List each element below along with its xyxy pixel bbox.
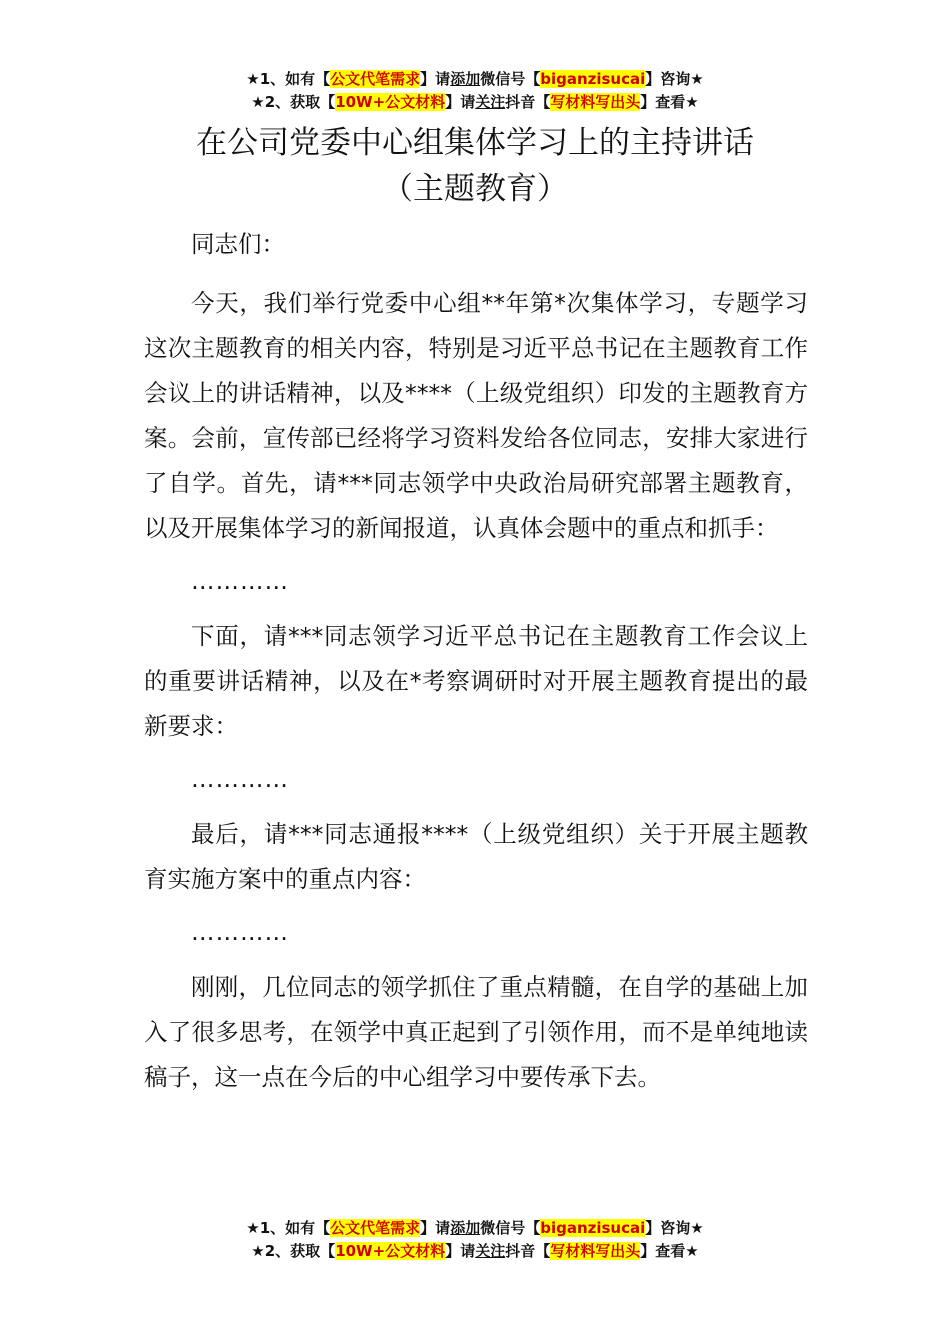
document-body bbox=[144, 222, 808, 1108]
paragraph-1: 今天，我们举行党委中心组**年第*次集体学习，专题学习这次主题教育的相关内容，特别是习近平总书记在主题教育工作会议上的讲话精神，以及****（上级党组织）印发的主题教育方案。会前，宣传部已经将学习资料发给各位同志，安排大家进行了自学。首先，请***同志领学中央政治局研究部署主题教育，以及开展集体学习的新闻报道，认真体会题中的重点和抓手： bbox=[144, 289, 808, 542]
banner-text: 抖音【 bbox=[505, 1242, 551, 1260]
banner-text: 】请 bbox=[445, 93, 476, 111]
banner-text: 】请 bbox=[420, 70, 451, 88]
ellipsis-2: ………… bbox=[191, 765, 289, 793]
paragraph-2: 下面，请***同志领学习近平总书记在主题教育工作会议上的重要讲话精神，以及在*考察调研时对开展主题教育提出的最新要求： bbox=[144, 622, 808, 740]
banner-text: 抖音【 bbox=[505, 93, 551, 111]
banner-highlight: 10W+公文材料 bbox=[335, 93, 446, 111]
title-line-2: （主题教育） bbox=[382, 171, 568, 207]
banner-highlight: 10W+公文材料 bbox=[335, 1242, 446, 1260]
banner-text: 】请 bbox=[445, 1242, 476, 1260]
banner-text: ★2、获取【 bbox=[251, 93, 336, 111]
bottom-banner bbox=[0, 1217, 950, 1263]
banner-line-2 bbox=[0, 91, 950, 114]
paragraph-3: 最后，请***同志通报****（上级党组织）关于开展主题教育实施方案中的重点内容： bbox=[144, 820, 808, 893]
banner-text: 】查看★ bbox=[640, 93, 699, 111]
title-line-1: 在公司党委中心组集体学习上的主持讲话 bbox=[196, 125, 754, 161]
banner-highlight: 公文代笔需求 bbox=[330, 1219, 421, 1237]
document-title bbox=[0, 120, 950, 212]
banner-text: ★1、如有【 bbox=[246, 70, 331, 88]
banner-text: ★2、获取【 bbox=[251, 1242, 336, 1260]
banner-highlight: biganzisucai bbox=[540, 1219, 646, 1237]
banner-underline: 关注 bbox=[475, 93, 506, 111]
banner-line-2 bbox=[0, 1240, 950, 1263]
banner-text: 】请 bbox=[420, 1219, 451, 1237]
banner-highlight: 写材料写出头 bbox=[550, 1242, 641, 1260]
banner-underline: 添加 bbox=[450, 70, 481, 88]
banner-underline: 添加 bbox=[450, 1219, 481, 1237]
banner-text: 微信号【 bbox=[480, 70, 541, 88]
banner-text: 】咨询★ bbox=[645, 1219, 704, 1237]
top-banner bbox=[0, 68, 950, 114]
banner-text: ★1、如有【 bbox=[246, 1219, 331, 1237]
salutation: 同志们： bbox=[191, 230, 285, 258]
banner-text: 】咨询★ bbox=[645, 70, 704, 88]
banner-highlight: biganzisucai bbox=[540, 70, 646, 88]
banner-highlight: 公文代笔需求 bbox=[330, 70, 421, 88]
ellipsis-1: ………… bbox=[191, 567, 289, 595]
banner-line-1 bbox=[0, 1217, 950, 1240]
banner-line-1 bbox=[0, 68, 950, 91]
banner-text: 微信号【 bbox=[480, 1219, 541, 1237]
banner-text: 】查看★ bbox=[640, 1242, 699, 1260]
paragraph-4: 刚刚，几位同志的领学抓住了重点精髓，在自学的基础上加入了很多思考，在领学中真正起到了引领作用，而不是单纯地读稿子，这一点在今后的中心组学习中要传承下去。 bbox=[144, 973, 808, 1091]
banner-highlight: 写材料写出头 bbox=[550, 93, 641, 111]
banner-underline: 关注 bbox=[475, 1242, 506, 1260]
ellipsis-3: ………… bbox=[191, 918, 289, 946]
